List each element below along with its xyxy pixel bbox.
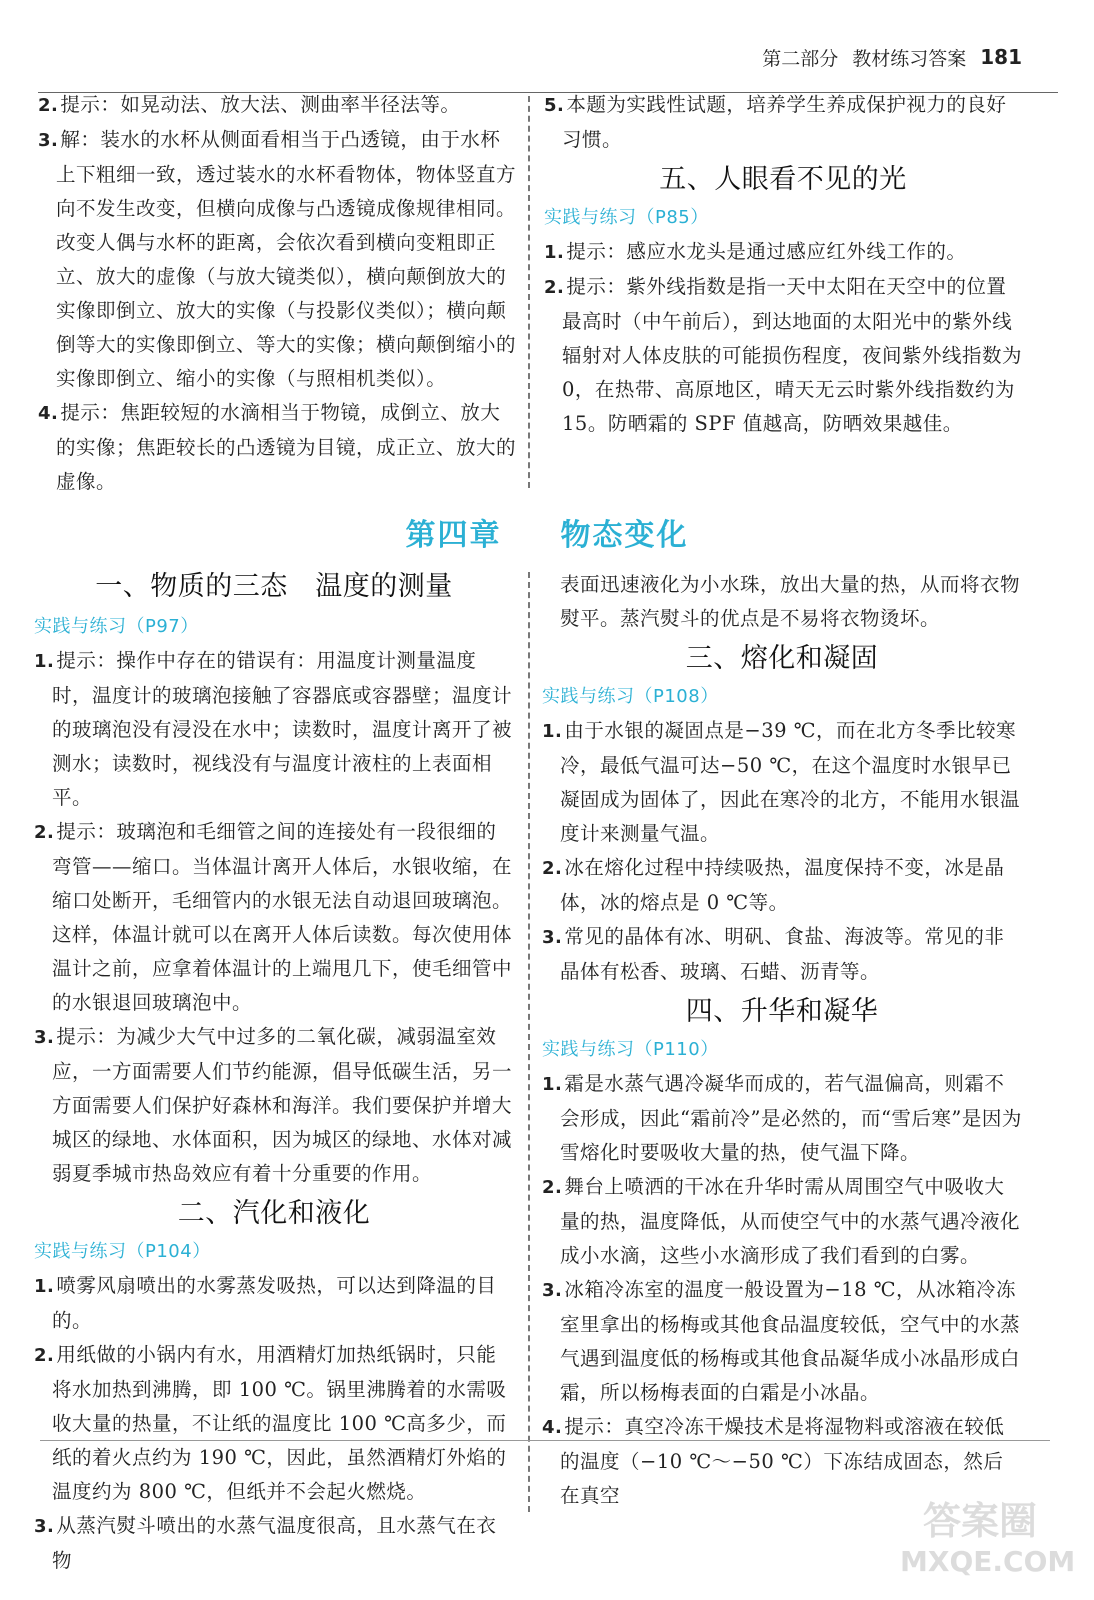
- list-item: 3. 提示：为减少大气中过多的二氧化碳，减弱温室效应，一方面需要人们节约能源，倡导低碳生活，另一方面需要人们保护好森林和海洋。我们要保护并增大城区的绿地、水体面积，因为城区的绿地、水体对减弱夏季城市热岛效应有着十分重要的作用。: [34, 1025, 513, 1185]
- list-item: 2. 舞台上喷洒的干冰在升华时需从周围空气中吸收大量的热，温度降低，从而使空气中的水蒸气遇冷液化成小水滴，这些小水滴形成了我们看到的白雾。: [542, 1175, 1021, 1267]
- page-number: 181: [980, 45, 1022, 69]
- list-item: 2. 提示：玻璃泡和毛细管之间的连接处有一段很细的弯管——缩口。当体温计离开人体后，水银收缩，在缩口处断开，毛细管内的水银无法自动退回玻璃泡。这样，体温计就可以在离开人体后读数。每次使用体温计之前，应拿着体温计的上端甩几下，使毛细管中的水银退回玻璃泡中。: [34, 820, 513, 1014]
- list-item: 2. 提示：紫外线指数是指一天中太阳在天空中的位置最高时（中午前后），到达地面的太阳光中的紫外线辐射对人体皮肤的可能损伤程度，夜间紫外线指数为 0，在热带、高原地区，晴天无云时紫外线指数约为 15。防晒霜的 SPF 值越高，防晒效果越佳。: [544, 275, 1023, 435]
- column-divider-bottom: [528, 572, 530, 1512]
- section-title: 三、熔化和凝固: [685, 643, 879, 674]
- list-item: 3. 常见的晶体有冰、明矾、食盐、海波等。常见的非晶体有松香、玻璃、石蜡、沥青等。: [542, 925, 1005, 983]
- practice-heading: 实践与练习（P110）: [542, 1039, 719, 1060]
- page-header: [622, 38, 1022, 76]
- section-title: 一、物质的三态 温度的测量: [95, 571, 453, 602]
- list-item: 3. 从蒸汽熨斗喷出的水蒸气温度很高，且水蒸气在衣物: [34, 1514, 497, 1572]
- section-title: 二、汽化和液化: [177, 1198, 371, 1229]
- list-item: 2. 用纸做的小锅内有水，用酒精灯加热纸锅时，只能将水加热到沸腾，即 100 ℃。锅里沸腾着的水需吸收大量的热量，不让纸的温度比 100 ℃高多少，而纸的着火点约为 190 ℃，因此，虽然酒精灯外焰的温度约为 800 ℃，但纸并不会起火燃烧。: [34, 1343, 507, 1503]
- list-item: 1. 提示：感应水龙头是通过感应红外线工作的。: [544, 240, 967, 263]
- practice-heading: 实践与练习（P97）: [34, 616, 199, 637]
- header-part: 第二部分: [762, 47, 839, 70]
- column-divider-top: [528, 96, 530, 488]
- list-item: 1. 由于水银的凝固点是−39 ℃，而在北方冬季比较寒冷，最低气温可达−50 ℃，在这个温度时水银早已凝固成为固体了，因此在寒冷的北方，不能用水银温度计来测量气温。: [542, 719, 1021, 845]
- list-item: 2. 提示：如晃动法、放大法、测曲率半径法等。: [38, 93, 461, 116]
- top-right-column: [544, 88, 1022, 441]
- list-item: 4. 提示：真空冷冻干燥技术是将湿物料或溶液在较低的温度（−10 ℃～−50 ℃）下冻结成固态，然后在真空: [542, 1415, 1005, 1507]
- top-left-column: [38, 88, 516, 499]
- watermark-logo: 答案圈 MXQE.COM: [900, 1499, 1076, 1578]
- chapter-title: 物态变化: [560, 518, 689, 553]
- chapter-number: 第四章: [405, 518, 502, 553]
- list-item: 1. 提示：操作中存在的错误有：用温度计测量温度时，温度计的玻璃泡接触了容器底或容器壁；温度计的玻璃泡没有浸没在水中；读数时，温度计离开了被测水；读数时，视线没有与温度计液柱的上表面相平。: [34, 649, 513, 809]
- list-item: 3. 解：装水的水杯从侧面看相当于凸透镜，由于水杯上下粗细一致，透过装水的水杯看物体，物体竖直方向不发生改变，但横向成像与凸透镜成像规律相同。改变人偶与水杯的距离，会依次看到横向变粗即正立、放大的虚像（与放大镜类似），横向颠倒放大的实像即倒立、放大的实像（与投影仪类似）；横向颠倒等大的实像即倒立、等大的实像；横向颠倒缩小的实像即倒立、缩小的实像（与照相机类似）。: [38, 128, 517, 390]
- practice-heading: 实践与练习（P108）: [542, 686, 719, 707]
- bottom-right-column: [542, 568, 1022, 1513]
- header-section: 教材练习答案: [852, 47, 967, 70]
- section-title: 五、人眼看不见的光: [659, 164, 907, 195]
- list-item: 5. 本题为实践性试题，培养学生养成保护视力的良好习惯。: [544, 93, 1007, 151]
- list-item: 1. 霜是水蒸气遇冷凝华而成的，若气温偏高，则霜不会形成，因此“霜前冷”是必然的，而“雪后寒”是因为雪熔化时要吸收大量的热，使气温下降。: [542, 1072, 1022, 1164]
- scan-line: [40, 1440, 1050, 1441]
- bottom-left-column: [34, 568, 514, 1578]
- list-item: 2. 冰在熔化过程中持续吸热，温度保持不变，冰是晶体，冰的熔点是 0 ℃等。: [542, 856, 1005, 914]
- list-item: 3. 冰箱冷冻室的温度一般设置为−18 ℃，从冰箱冷冻室里拿出的杨梅或其他食品温度较低，空气中的水蒸气遇到温度低的杨梅或其他食品凝华成小冰晶形成白霜，所以杨梅表面的白霜是小冰晶。: [542, 1278, 1021, 1404]
- continued-text: 表面迅速液化为小水珠，放出大量的热，从而将衣物熨平。蒸汽熨斗的优点是不易将衣物烫坏。: [560, 573, 1021, 630]
- section-title: 四、升华和凝华: [685, 996, 879, 1027]
- list-item: 1. 喷雾风扇喷出的水雾蒸发吸热，可以达到降温的目的。: [34, 1274, 497, 1332]
- list-item: 4. 提示：焦距较短的水滴相当于物镜，成倒立、放大的实像；焦距较长的凸透镜为目镜，成正立、放大的虚像。: [38, 401, 517, 493]
- practice-heading: 实践与练习（P85）: [544, 207, 709, 228]
- practice-heading: 实践与练习（P104）: [34, 1241, 211, 1262]
- chapter-heading: [0, 510, 1094, 554]
